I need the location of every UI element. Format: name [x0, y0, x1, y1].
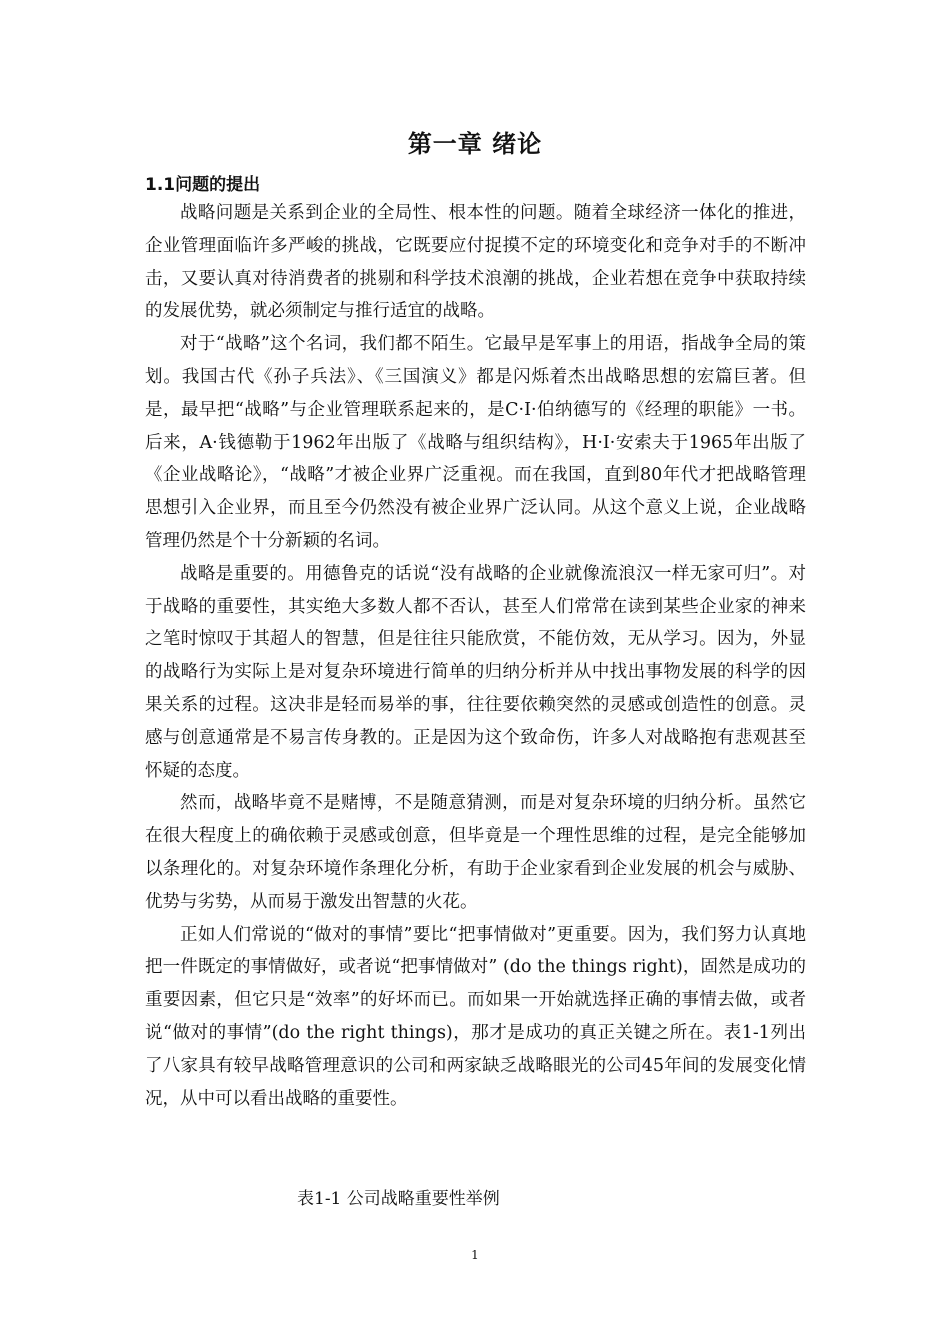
paragraph-3: 战略是重要的。用德鲁克的话说“没有战略的企业就像流浪汉一样无家可归”。对于战略的重要性，其实绝大多数人都不否认，甚至人们常常在读到某些企业家的神来之笔时惊叹于其超人的智慧，但是往往只能欣赏，不能仿效，无从学习。因为，外显的战略行为实际上是对复杂环境进行简单的归纳分析并从中找出事物发展的科学的因果关系的过程。这决非是轻而易举的事，往往要依赖突然的灵感或创造性的创意。灵感与创意通常是不易言传身教的。正是因为这个致命伤，许多人对战略抱有悲观甚至怀疑的态度。 [145, 563, 806, 781]
table-caption: 表1-1 公司战略重要性举例 [297, 1189, 500, 1209]
paragraph-4: 然而，战略毕竟不是赌博，不是随意猜测，而是对复杂环境的归纳分析。虽然它在很大程度上的确依赖于灵感或创意，但毕竟是一个理性思维的过程，是完全能够加以条理化的。对复杂环境作条理化分析，有助于企业家看到企业发展的机会与威胁、优势与劣势，从而易于激发出智慧的火花。 [145, 793, 806, 912]
section-heading: 1.1问题的提出 [145, 175, 261, 195]
paragraph-5: 正如人们常说的“做对的事情”要比“把事情做对”更重要。因为，我们努力认真地把一件既定的事情做好，或者说“把事情做对” (do the things right)，固然是成功的重要因素，但它只是“效率”的好坏而已。而如果一开始就选择正确的事情去做，或者说“做对的事情”(do the right things)，那才是成功的真正关键之所在。表1-1列出了八家具有较早战略管理意识的公司和两家缺乏战略眼光的公司45年间的发展变化情况，从中可以看出战略的重要性。 [145, 924, 806, 1109]
paragraph-1: 战略问题是关系到企业的全局性、根本性的问题。随着全球经济一体化的推进，企业管理面临许多严峻的挑战，它既要应付捉摸不定的环境变化和竞争对手的不断冲击，又要认真对待消费者的挑剔和科学技术浪潮的挑战，企业若想在竞争中获取持续的发展优势，就必须制定与推行适宜的战略。 [145, 203, 806, 322]
body-text [145, 197, 806, 1115]
paragraph-2: 对于“战略”这个名词，我们都不陌生。它最早是军事上的用语，指战争全局的策划。我国古代《孙子兵法》、《三国演义》都是闪烁着杰出战略思想的宏篇巨著。但是，最早把“战略”与企业管理联系起来的，是C·I·伯纳德写的《经理的职能》一书。后来，A·钱德勒于1962年出版了《战略与组织结构》，H·I·安索夫于1965年出版了《企业战略论》，“战略”才被企业界广泛重视。而在我国，直到80年代才把战略管理思想引入企业界，而且至今仍然没有被企业界广泛认同。从这个意义上说，企业战略管理仍然是个十分新颖的名词。 [145, 334, 806, 551]
page-number: 1 [471, 1248, 479, 1262]
chapter-title: 第一章 绪论 [407, 130, 543, 158]
